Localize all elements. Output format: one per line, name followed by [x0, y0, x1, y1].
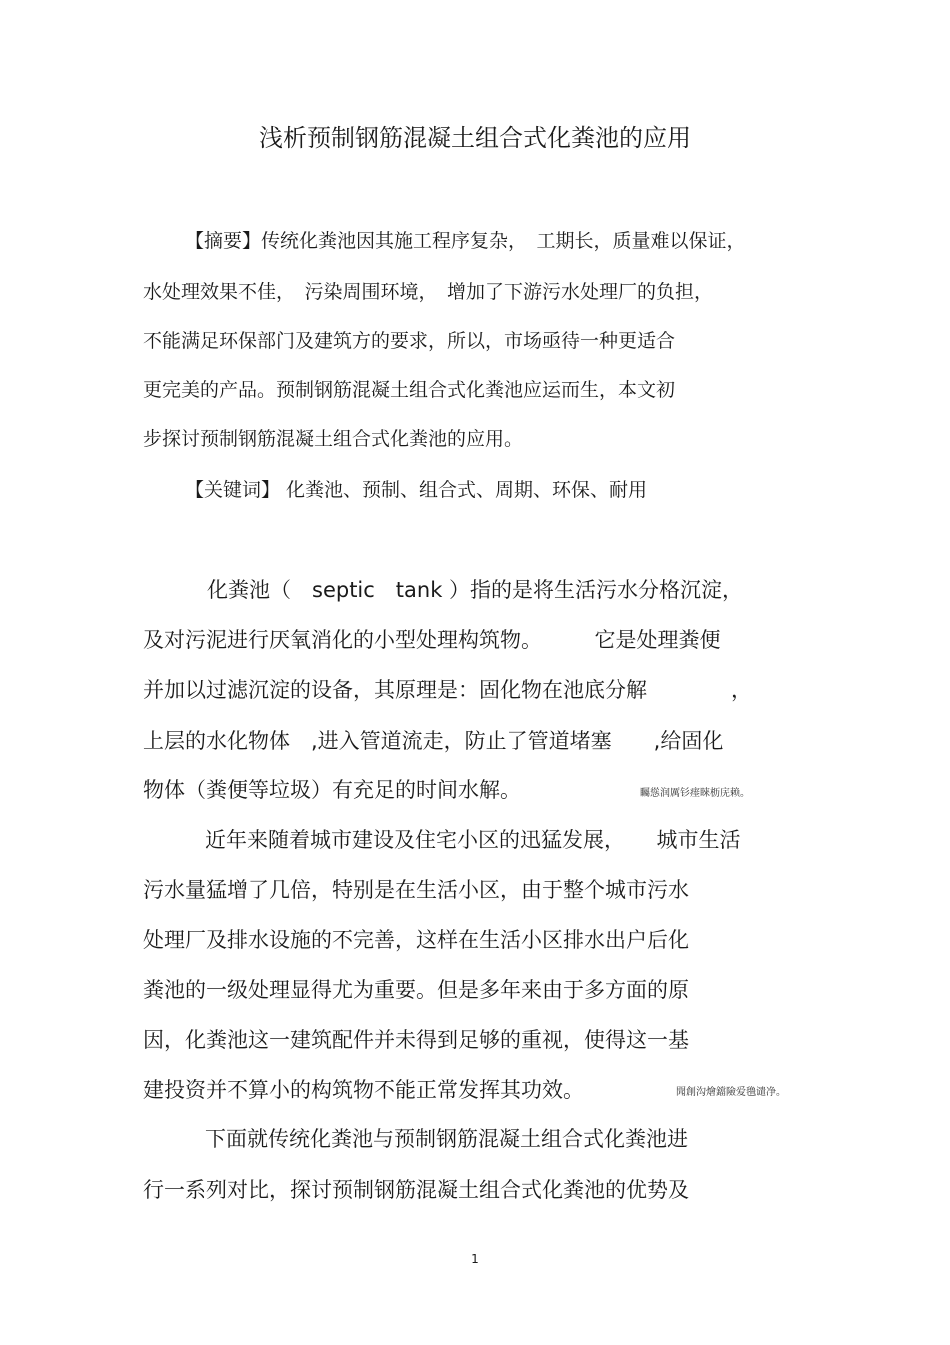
abstract-line: 更完美的产品。预制钢筋混凝土组合式化粪池应运而生，本文初 [143, 379, 676, 401]
abstract-line: 不能满足环保部门及建筑方的要求，所以，市场亟待一种更适合 [143, 330, 676, 352]
watermark-text: 聞創沟燴鐺險爱氇谴净。 [676, 1087, 786, 1098]
paragraph-line: 建投资并不算小的构筑物不能正常发挥其功效。 [143, 1078, 584, 1102]
abstract-line: 【摘要】传统化粪池因其施工程序复杂， 工期长，质量难以保证， [185, 230, 746, 252]
abstract-line: 步探讨预制钢筋混凝土组合式化粪池的应用。 [143, 428, 524, 450]
paragraph-line: 近年来随着城市建设及住宅小区的迅猛发展， 城市生活 [205, 828, 741, 852]
paragraph-line: 下面就传统化粪池与预制钢筋混凝土组合式化粪池进 [205, 1127, 688, 1151]
paragraph-line: 污水量猛增了几倍，特别是在生活小区，由于整个城市污水 [143, 878, 689, 902]
watermark-text: 矚慫润厲钐瘗睞枥庑赖。 [640, 788, 750, 799]
paragraph-line: 粪池的一级处理显得尤为重要。但是多年来由于多方面的原 [143, 978, 689, 1002]
paragraph-line: 化粪池（ septic tank ）指的是将生活污水分格沉淀， [207, 578, 744, 602]
paragraph-line: 因，化粪池这一建筑配件并未得到足够的重视，使得这一基 [143, 1028, 689, 1052]
page-title: 浅析预制钢筋混凝土组合式化粪池的应用 [259, 124, 691, 152]
page-number: 1 [471, 1252, 479, 1266]
abstract-line: 水处理效果不佳， 污染周围环境， 增加了下游污水处理厂的负担， [143, 281, 714, 303]
paragraph-line: 行一系列对比，探讨预制钢筋混凝土组合式化粪池的优势及 [143, 1178, 689, 1202]
paragraph-line: 处理厂及排水设施的不完善，这样在生活小区排水出户后化 [143, 928, 689, 952]
paragraph-line: 物体（粪便等垃圾）有充足的时间水解。 [143, 778, 521, 802]
paragraph-line: 并加以过滤沉淀的设备，其原理是：固化物在池底分解 ， [143, 678, 752, 702]
keywords-line: 【关键词】 化粪池、预制、组合式、周期、环保、耐用 [185, 479, 648, 501]
paragraph-line: 及对污泥进行厌氧消化的小型处理构筑物。 它是处理粪便 [143, 628, 721, 652]
paragraph-line: 上层的水化物体 ,进入管道流走，防止了管道堵塞 ,给固化 [143, 729, 724, 753]
